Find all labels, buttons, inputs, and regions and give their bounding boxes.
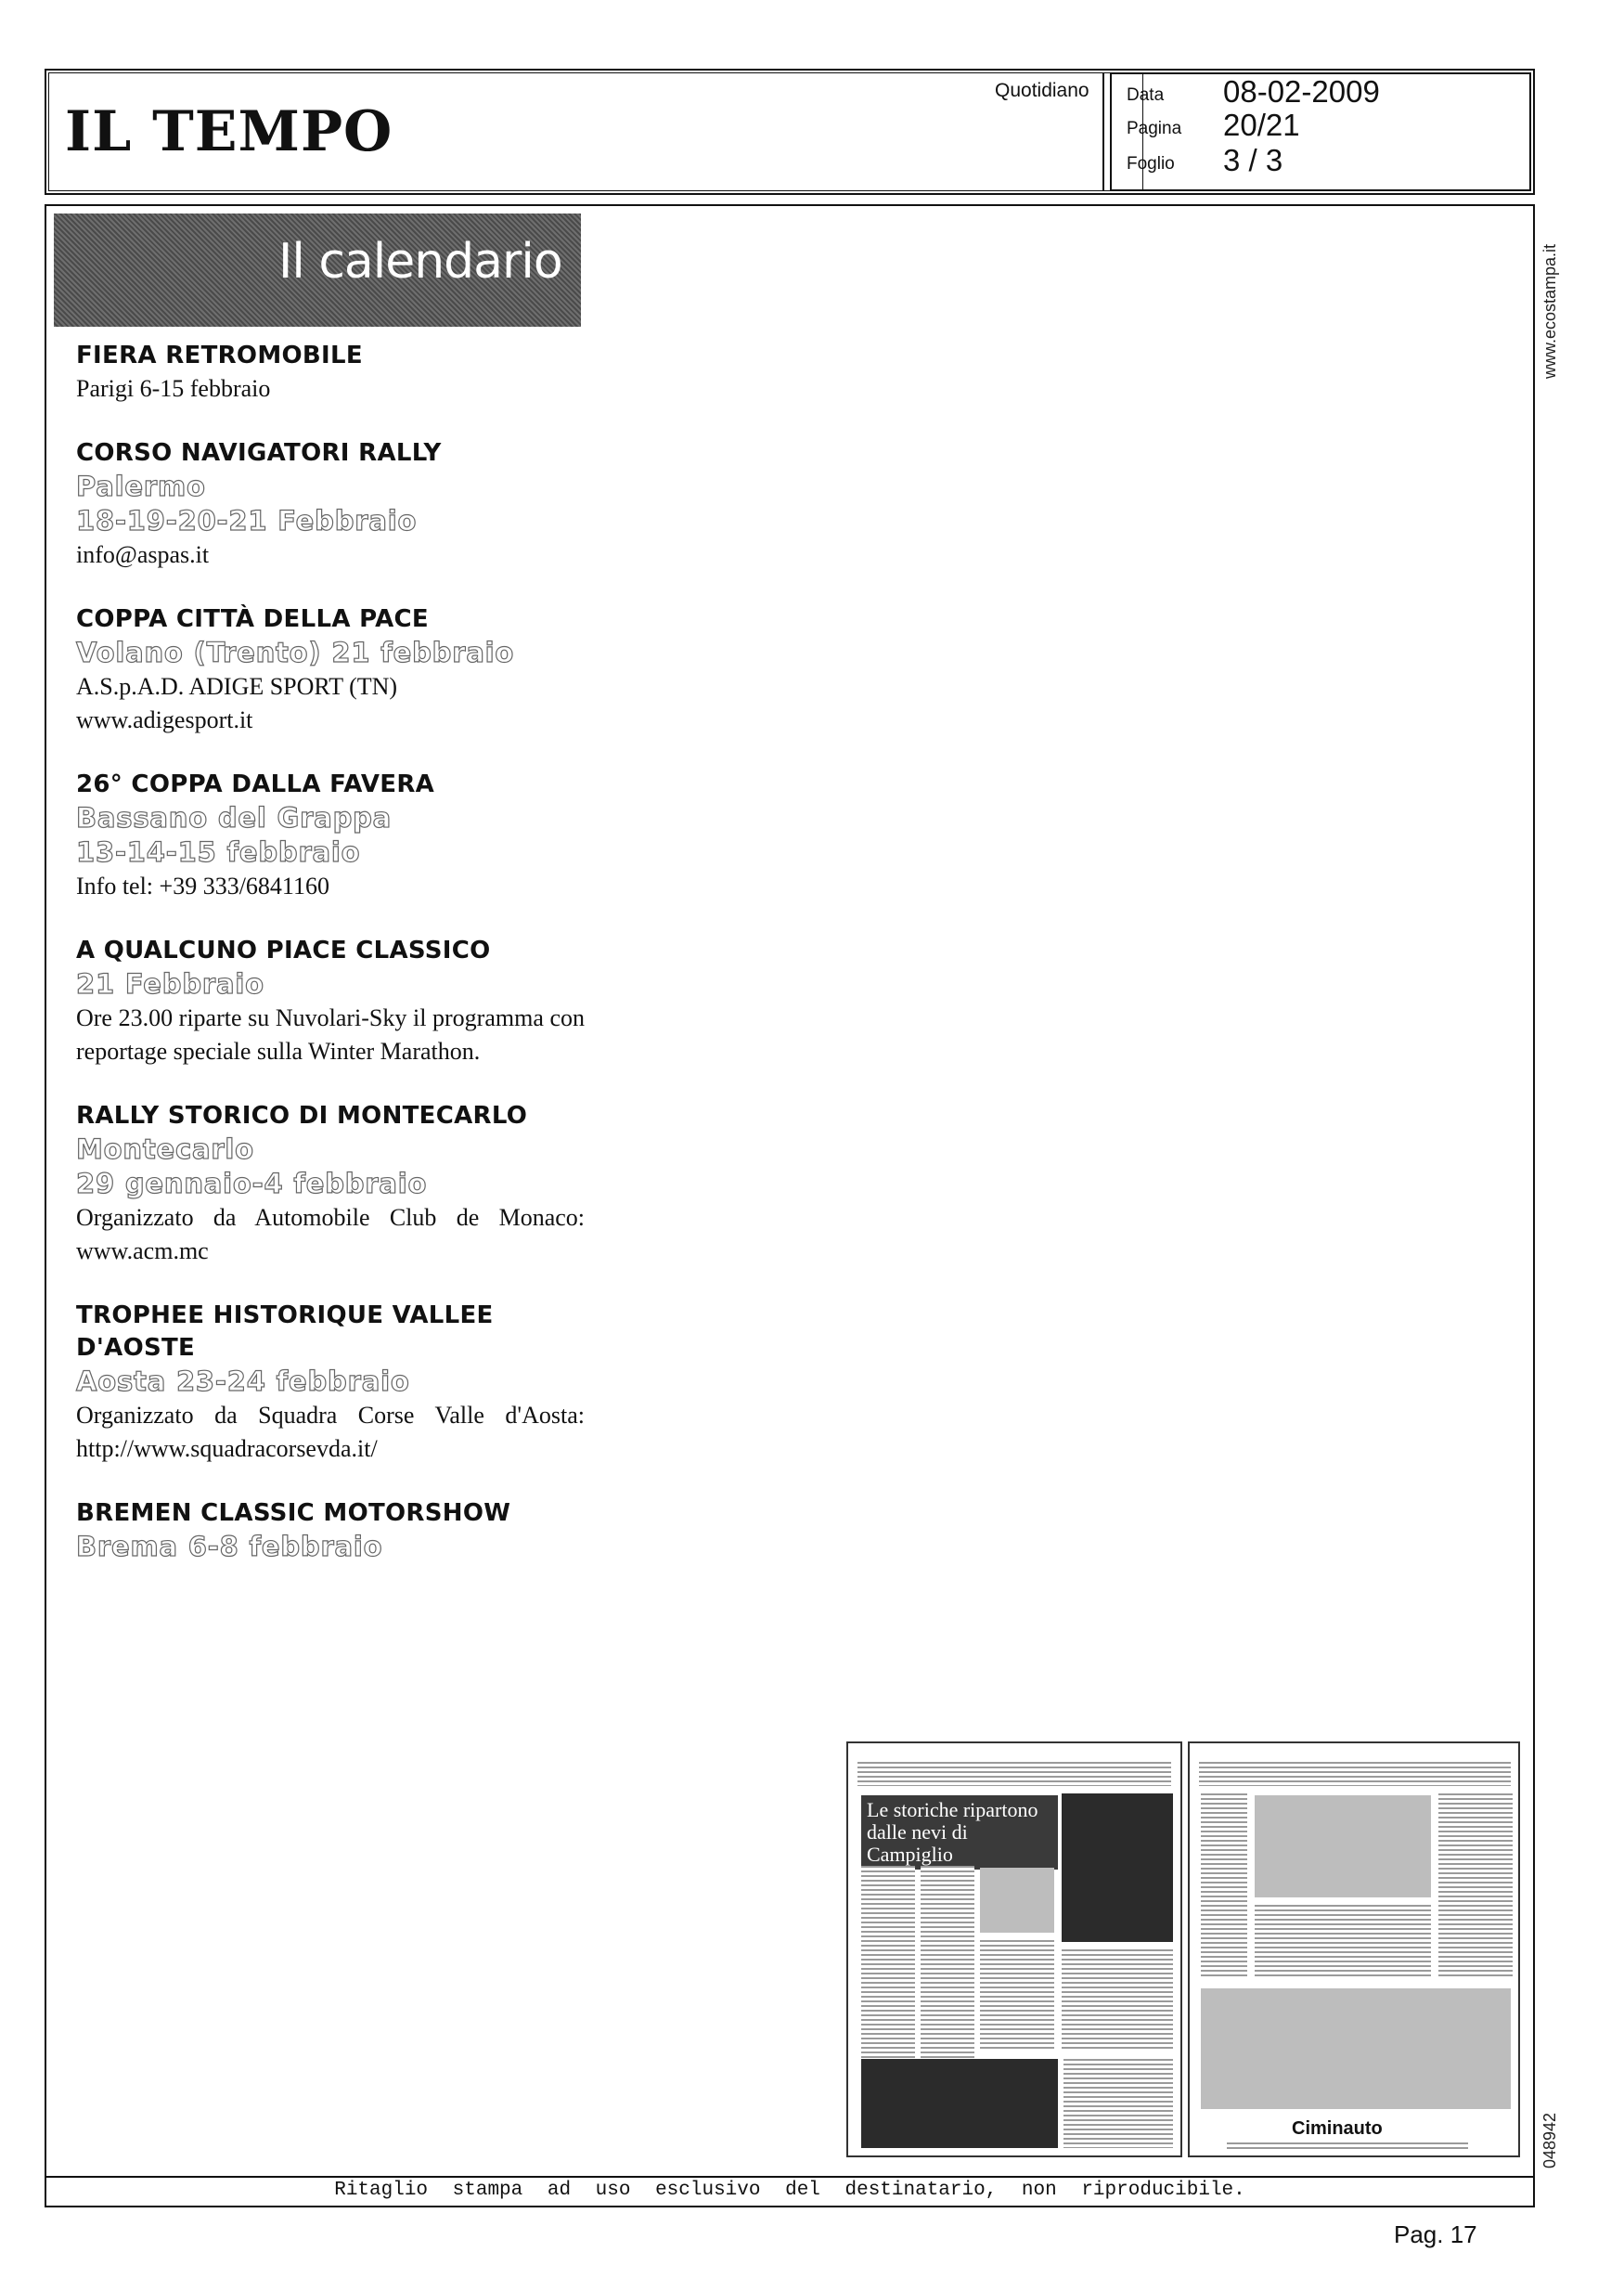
meta-label-sheet: Foglio <box>1127 154 1175 174</box>
page-number: Pag. 17 <box>1394 2220 1477 2248</box>
meta-value-date: 08-02-2009 <box>1223 74 1380 109</box>
thumb-text-column <box>1063 2059 1173 2148</box>
page-thumbnail-left <box>846 1741 1182 2157</box>
thumb-photo <box>1255 1795 1431 1897</box>
calendar-title: Il calendario <box>278 234 562 290</box>
event-text: www.adigesport.it <box>76 706 253 733</box>
header-divider <box>1102 72 1104 191</box>
event-text: Organizzato da Squadra Corse Valle d'Aosta: http://www.squadracorsevda.it/ <box>76 1402 585 1462</box>
event-text: A.S.p.A.D. ADIGE SPORT (TN) <box>76 673 398 700</box>
footer-note: Ritaglio stampa ad uso esclusivo del destinatario, non riproducibile. <box>334 2180 1245 2201</box>
event-date: Brema 6-8 febbraio <box>76 1531 383 1562</box>
thumb-ad-photo <box>861 2059 1058 2148</box>
event-item <box>76 1497 585 1564</box>
event-title: TROPHEE HISTORIQUE VALLEE D'AOSTE <box>76 1301 494 1362</box>
newspaper-logo <box>65 99 393 164</box>
event-item <box>76 437 585 572</box>
thumb-ad-brand: Ciminauto <box>1292 2118 1383 2139</box>
event-text: Organizzato da Automobile Club de Monaco: www.acm.mc <box>76 1204 585 1264</box>
thumb-text-column <box>861 1866 915 2089</box>
meta-value-page: 20/21 <box>1223 108 1300 142</box>
logo-text: IL TEMPO <box>65 99 393 164</box>
thumb-text-column <box>1438 1793 1513 1979</box>
event-title: RALLY STORICO DI MONTECARLO <box>76 1102 528 1130</box>
event-title: BREMEN CLASSIC MOTORSHOW <box>76 1499 511 1527</box>
event-title: A QUALCUNO PIACE CLASSICO <box>76 937 491 964</box>
event-location: Bassano del Grappa <box>76 802 393 834</box>
thumb-text-column <box>980 1940 1054 2051</box>
event-date: 21 Febbraio <box>76 968 264 1000</box>
event-item <box>76 603 585 737</box>
event-item <box>76 1300 585 1466</box>
event-location: Palermo <box>76 471 206 502</box>
page-thumbnail-right <box>1188 1741 1520 2157</box>
meta-label-page: Pagina <box>1127 119 1182 138</box>
thumb-header-lines <box>1199 1762 1511 1786</box>
thumb-headline: Le storiche ripartono dalle nevi di Campiglio <box>861 1795 1058 1870</box>
event-item <box>76 1100 585 1268</box>
side-code: 048942 <box>1540 2112 1559 2168</box>
event-date: 13-14-15 febbraio <box>76 836 361 868</box>
thumb-ad-photo <box>1201 1988 1511 2109</box>
event-text: Info tel: +39 333/6841160 <box>76 873 329 900</box>
event-date: 29 gennaio-4 febbraio <box>76 1168 428 1199</box>
meta-value-sheet: 3 / 3 <box>1223 143 1283 177</box>
meta-label-date: Data <box>1127 85 1165 105</box>
event-title: FIERA RETROMOBILE <box>76 342 363 369</box>
event-date: Aosta 23-24 febbraio <box>76 1366 410 1397</box>
event-date: 18-19-20-21 Febbraio <box>76 505 418 537</box>
event-list <box>76 340 585 1596</box>
thumb-text-column <box>1201 1793 1247 1979</box>
thumb-box <box>980 1868 1054 1933</box>
event-title: CORSO NAVIGATORI RALLY <box>76 439 442 467</box>
publication-type: Quotidiano <box>995 80 1089 101</box>
footer-divider <box>45 2176 1535 2178</box>
event-text: Ore 23.00 riparte su Nuvolari-Sky il programma con reportage speciale sulla Winter Marathon. <box>76 1004 585 1065</box>
thumb-ad-lines <box>1227 2142 1468 2152</box>
event-title: 26° COPPA DALLA FAVERA <box>76 770 435 798</box>
event-date: Volano (Trento) 21 febbraio <box>76 637 515 668</box>
thumb-text-column <box>1062 1949 1173 2051</box>
event-item <box>76 769 585 903</box>
side-url: www.ecostampa.it <box>1540 243 1559 379</box>
thumb-text-column <box>1255 1905 1431 1979</box>
event-text: info@aspas.it <box>76 541 210 568</box>
event-item <box>76 340 585 406</box>
thumb-header-lines <box>857 1762 1171 1786</box>
thumb-text-column <box>921 1866 974 2089</box>
event-item <box>76 935 585 1068</box>
event-title: COPPA CITTÀ DELLA PACE <box>76 605 429 633</box>
thumb-photo <box>1062 1793 1173 1942</box>
event-location: Montecarlo <box>76 1133 254 1165</box>
event-text: Parigi 6-15 febbraio <box>76 375 271 402</box>
